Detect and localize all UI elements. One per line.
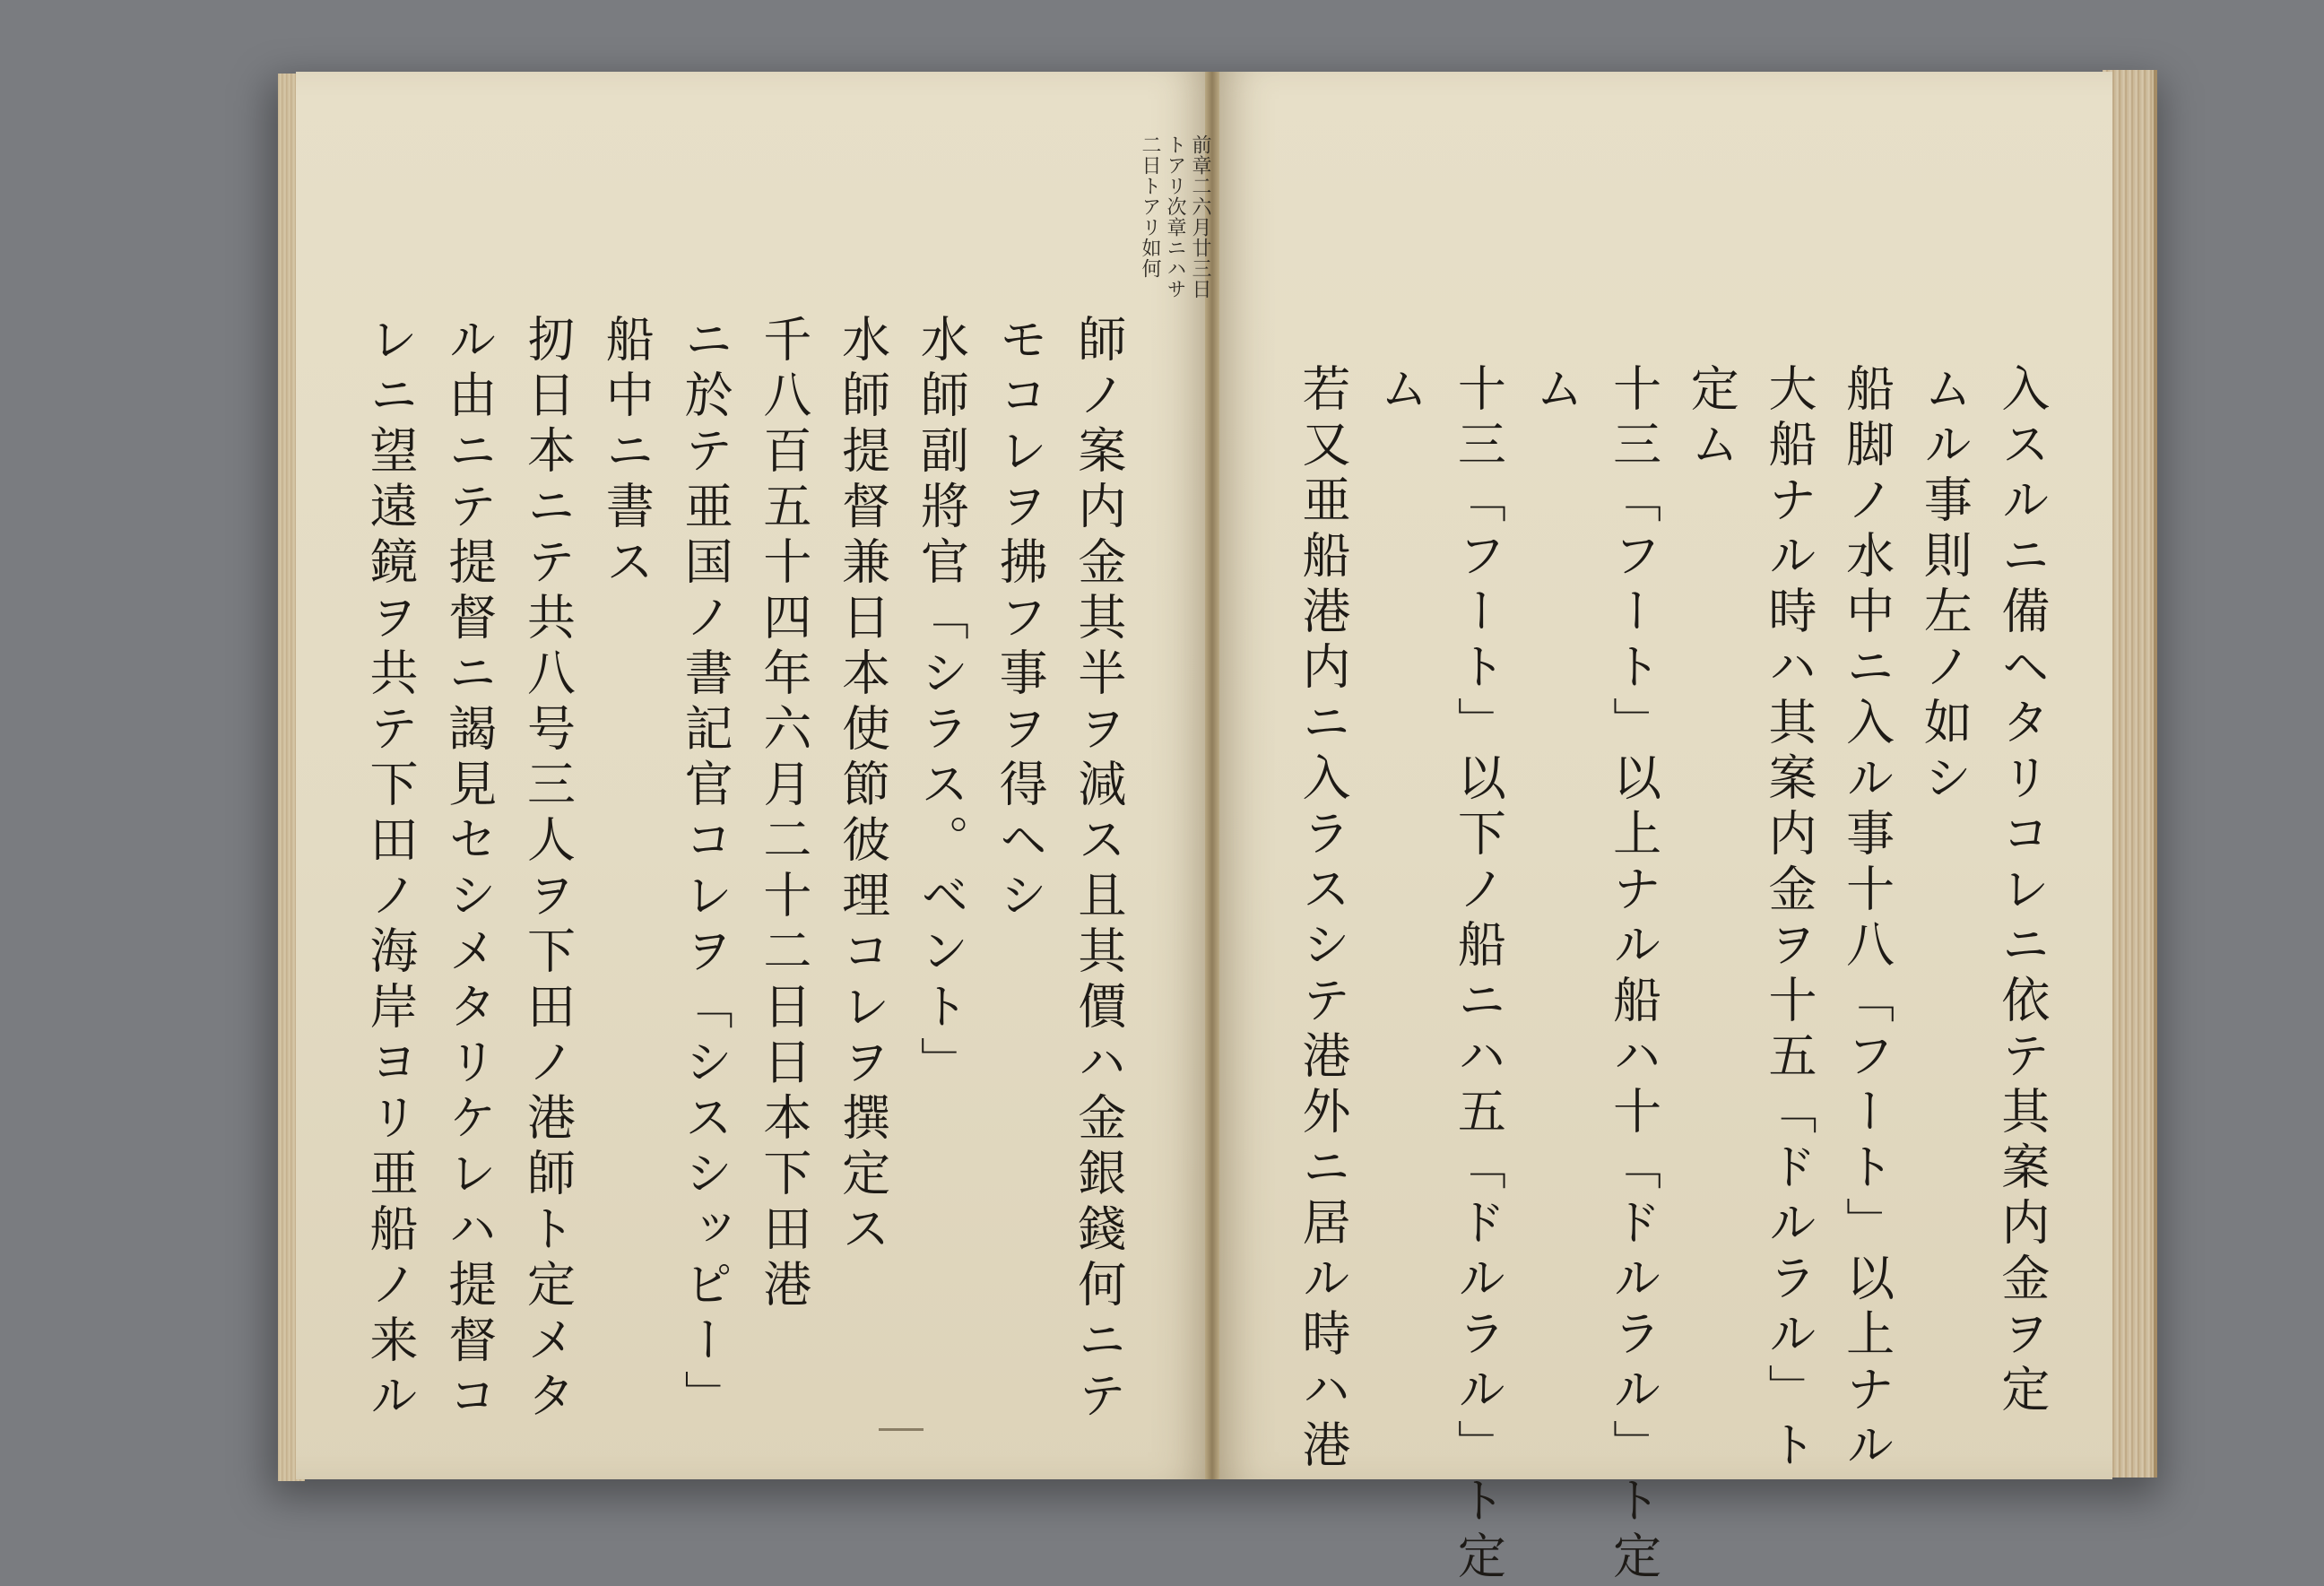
left-page-text [359,314,1130,1426]
text-column: 十三「フート」以下ノ船ニハ五「ドルラル」ト定 [1450,363,1507,1586]
text-column: 船脚ノ水中ニ入ル事十八「フート」以上ナル [1838,363,1895,1475]
text-column: ム [1372,363,1429,419]
margin-note [708,134,1210,299]
text-column: ムル事則左ノ如シ [1916,363,1973,808]
text-column: 水師副將官「シラス。ベント」 [913,314,970,1092]
text-column: 若又亜船港内ニ入ラスシテ港外ニ居ル時ハ港 [1295,363,1351,1475]
text-column: ニ於テ亜国ノ書記官コレヲ「シスシッピー」 [677,314,734,1426]
text-column: 師ノ案内金其半ヲ減ス且其價ハ金銀錢何ニテ [1070,314,1127,1426]
folio-mark [879,1428,924,1431]
text-column: 十三「フート」以上ナル船ハ十「ドルラル」ト定 [1605,363,1662,1586]
text-column: ム [1527,363,1584,419]
margin-note-line: 二日トアリ如何 [1139,134,1161,279]
text-column: モコレヲ拂フ事ヲ得ヘシ [992,314,1049,925]
right-page-text [1291,363,2053,1586]
text-column: 千八百五十四年六月二十二日日本下田港 [755,314,812,1314]
text-column: ル由ニテ提督ニ謁見セシメタリケレハ提督コ [440,314,498,1426]
text-column: 大船ナル時ハ其案内金ヲ十五「ドルラル」ト [1760,363,1817,1475]
text-column: 定ム [1683,363,1740,474]
text-column: 水師提督兼日本使節彼理コレヲ撰定ス [834,314,891,1259]
text-column: 船中ニ書ス [598,314,655,592]
text-column: 入スルニ備ヘタリコレニ依テ其案内金ヲ定 [1993,363,2051,1419]
text-column: 扨日本ニテ共八号三人ヲ下田ノ港師ト定メタ [519,314,577,1426]
margin-note-line: 前章二六月廿三日 [1189,134,1211,299]
margin-note-line: トアリ次章ニハサ [1164,134,1186,299]
text-column: レニ望遠鏡ヲ共テ下田ノ海岸ヨリ亜船ノ来ル [362,314,419,1426]
